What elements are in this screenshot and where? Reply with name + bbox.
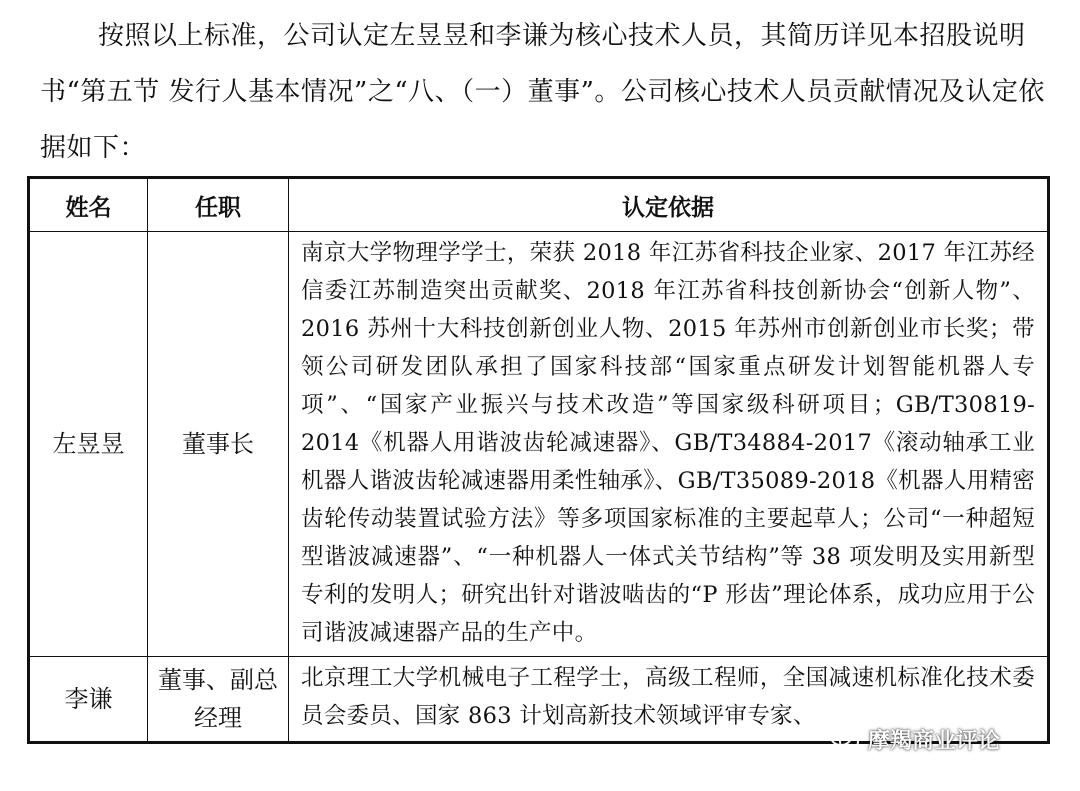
header-role: 任职 — [148, 178, 289, 232]
intro-paragraph — [40, 8, 1060, 176]
row-name: 左昱昱 — [29, 232, 148, 657]
header-basis: 认定依据 — [289, 178, 1049, 232]
row-role: 董事、副总经理 — [148, 657, 289, 743]
table-row — [29, 232, 1049, 657]
table-header-row — [29, 178, 1049, 232]
row-basis: 南京大学物理学学士，荣获 2018 年江苏省科技企业家、2017 年江苏经信委江苏制造突出贡献奖、2018 年江苏省科技创新协会“创新人物”、2016 苏州十大科技创新创业人物、2015 年苏州市创新创业市长奖；带领公司研发团队承担了国家科技部“国家重点研发计划智能机器人专项”、“国家产业振兴与技术改造”等国家级科研项目；GB/T30819-2014《机器人用谐波齿轮减速器》、GB/T34884-2017《滚动轴承工业机器人谐波齿轮减速器用柔性轴承》、GB/T35089-2018《机器人用精密齿轮传动装置试验方法》等多项国家标准的主要起草人；公司“一种超短型谐波减速器”、“一种机器人一体式关节结构”等 38 项发明及实用新型专利的发明人；研究出针对谐波啮齿的“P 形齿”理论体系，成功应用于公司谐波减速器产品的生产中。 — [289, 232, 1049, 657]
header-name: 姓名 — [29, 178, 148, 232]
row-basis: 北京理工大学机械电子工程学士，高级工程师，全国减速机标准化技术委员会委员、国家 863 计划高新技术领域评审专家、 — [289, 657, 1049, 743]
core-technical-staff-table — [27, 176, 1050, 744]
row-name: 李谦 — [29, 657, 148, 743]
row-role: 董事长 — [148, 232, 289, 657]
source-watermark — [830, 724, 1000, 755]
wechat-icon — [830, 727, 860, 753]
watermark-label: 摩羯商业评论 — [868, 729, 1001, 754]
intro-text: 按照以上标准，公司认定左昱昱和李谦为核心技术人员，其简历详见本招股说明书“第五节 发行人基本情况”之“八、（一）董事”。公司核心技术人员贡献情况及认定依据如下： — [40, 21, 1045, 163]
